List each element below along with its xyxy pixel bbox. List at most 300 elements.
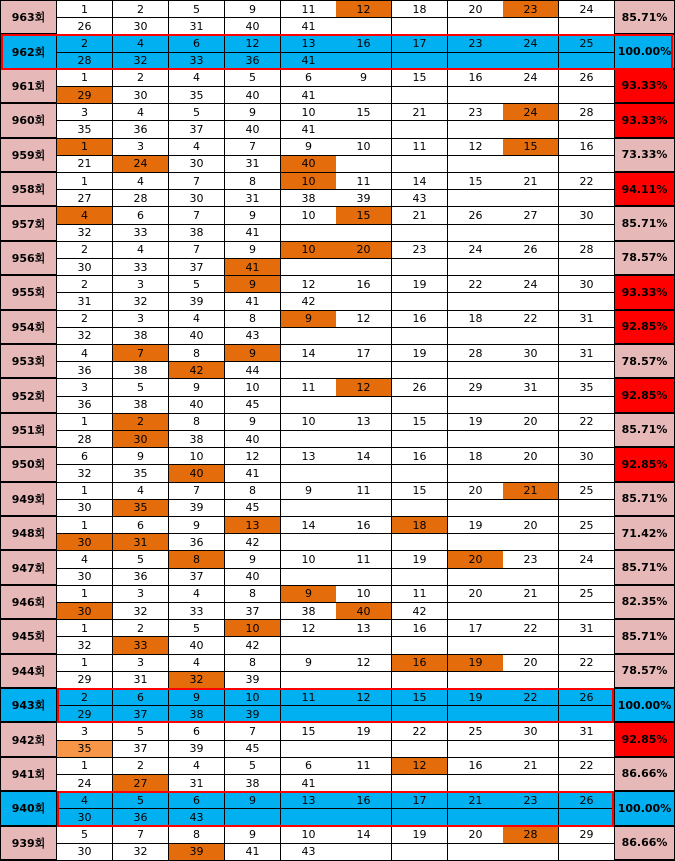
number-cell <box>559 500 614 516</box>
number-cell: 31 <box>503 379 558 395</box>
number-cell: 4 <box>113 35 168 51</box>
number-cell: 38 <box>169 706 224 722</box>
number-cell: 4 <box>113 242 168 258</box>
number-cell: 3 <box>113 311 168 327</box>
number-cell: 22 <box>503 620 558 636</box>
round-label: 946회 <box>1 586 56 618</box>
number-cell: 10 <box>169 448 224 464</box>
number-cell <box>559 259 614 275</box>
round-label: 942회 <box>1 723 56 755</box>
number-cell: 8 <box>225 483 280 499</box>
number-cell <box>448 53 503 69</box>
number-cell <box>448 190 503 206</box>
number-cell: 22 <box>559 758 614 774</box>
matched-number-cell: 12 <box>336 379 391 395</box>
number-cell: 8 <box>169 345 224 361</box>
number-cell: 31 <box>225 156 280 172</box>
match-percentage: 78.57% <box>615 345 674 377</box>
number-cell: 1 <box>57 517 112 533</box>
number-cell: 18 <box>448 311 503 327</box>
number-cell <box>392 775 447 791</box>
matched-number-cell: 9 <box>225 345 280 361</box>
round-row <box>0 173 675 206</box>
number-cell <box>336 328 391 344</box>
match-percentage: 100.00% <box>615 792 674 824</box>
round-row <box>0 827 675 860</box>
number-cell: 41 <box>281 775 336 791</box>
number-cell <box>503 18 558 34</box>
number-cell: 19 <box>392 551 447 567</box>
round-row <box>0 345 675 378</box>
round-row <box>0 70 675 103</box>
number-cell <box>448 637 503 653</box>
number-cell: 6 <box>113 207 168 223</box>
number-cell: 40 <box>225 121 280 137</box>
number-cell: 12 <box>281 276 336 292</box>
number-cell: 4 <box>169 586 224 602</box>
match-percentage: 93.33% <box>615 70 674 102</box>
number-cell: 9 <box>225 414 280 430</box>
number-cell <box>392 500 447 516</box>
number-cell: 40 <box>225 18 280 34</box>
number-cell: 21 <box>392 104 447 120</box>
number-cell <box>503 500 558 516</box>
number-cell: 38 <box>113 397 168 413</box>
number-cell: 31 <box>225 190 280 206</box>
number-cell: 13 <box>336 620 391 636</box>
match-percentage: 85.71% <box>615 414 674 446</box>
number-cell: 36 <box>57 362 112 378</box>
number-cell: 41 <box>225 844 280 860</box>
number-cell: 4 <box>169 70 224 86</box>
number-cell: 19 <box>448 517 503 533</box>
number-cell: 3 <box>113 586 168 602</box>
round-row <box>0 414 675 447</box>
number-cell: 38 <box>113 328 168 344</box>
number-cell: 35 <box>57 121 112 137</box>
number-cell <box>559 225 614 241</box>
number-cell: 15 <box>392 414 447 430</box>
number-cell: 15 <box>281 723 336 739</box>
number-cell: 8 <box>169 827 224 843</box>
number-cell: 28 <box>113 190 168 206</box>
round-row <box>0 104 675 137</box>
number-cell: 5 <box>113 723 168 739</box>
number-cell <box>392 87 447 103</box>
number-cell: 21 <box>392 207 447 223</box>
number-cell <box>559 121 614 137</box>
number-cell: 5 <box>113 792 168 808</box>
number-cell: 21 <box>503 586 558 602</box>
number-cell: 9 <box>225 207 280 223</box>
number-cell: 3 <box>113 655 168 671</box>
matched-number-cell: 35 <box>113 500 168 516</box>
number-cell: 9 <box>281 655 336 671</box>
round-row <box>0 655 675 688</box>
number-cell: 11 <box>336 173 391 189</box>
number-cell: 33 <box>169 53 224 69</box>
round-row <box>0 551 675 584</box>
number-cell: 41 <box>225 225 280 241</box>
number-cell <box>503 534 558 550</box>
number-cell <box>559 672 614 688</box>
matched-number-cell: 9 <box>281 586 336 602</box>
number-cell <box>392 259 447 275</box>
number-cell: 11 <box>281 1 336 17</box>
number-cell <box>281 672 336 688</box>
number-cell <box>503 706 558 722</box>
number-cell: 13 <box>336 414 391 430</box>
number-cell: 4 <box>57 551 112 567</box>
number-cell: 42 <box>225 534 280 550</box>
number-cell: 5 <box>169 276 224 292</box>
number-cell: 23 <box>503 551 558 567</box>
number-cell: 23 <box>448 35 503 51</box>
match-percentage: 92.85% <box>615 379 674 411</box>
number-cell: 16 <box>559 139 614 155</box>
number-cell <box>448 741 503 757</box>
number-cell: 6 <box>281 70 336 86</box>
number-cell <box>448 603 503 619</box>
matched-number-cell: 19 <box>448 655 503 671</box>
number-cell: 15 <box>336 104 391 120</box>
matched-number-cell: 10 <box>281 242 336 258</box>
number-cell: 20 <box>448 1 503 17</box>
match-percentage: 85.71% <box>615 551 674 583</box>
number-cell: 40 <box>169 637 224 653</box>
round-label: 954회 <box>1 311 56 343</box>
number-cell: 7 <box>225 723 280 739</box>
matched-number-cell: 40 <box>169 465 224 481</box>
number-cell: 4 <box>169 139 224 155</box>
number-cell <box>448 844 503 860</box>
number-cell: 30 <box>503 723 558 739</box>
number-cell <box>336 809 391 825</box>
number-cell: 14 <box>281 345 336 361</box>
number-cell: 15 <box>392 689 447 705</box>
number-cell: 5 <box>169 104 224 120</box>
number-cell <box>448 121 503 137</box>
number-cell <box>281 362 336 378</box>
number-cell: 36 <box>113 809 168 825</box>
number-cell <box>392 569 447 585</box>
matched-number-cell: 8 <box>169 551 224 567</box>
matched-number-cell: 2 <box>113 414 168 430</box>
matched-number-cell: 20 <box>336 242 391 258</box>
number-cell <box>559 569 614 585</box>
number-cell <box>448 259 503 275</box>
number-cell: 15 <box>392 70 447 86</box>
number-cell <box>281 431 336 447</box>
matched-number-cell: 15 <box>503 139 558 155</box>
number-cell: 17 <box>336 345 391 361</box>
number-cell <box>559 87 614 103</box>
number-cell: 30 <box>169 156 224 172</box>
number-cell: 16 <box>448 70 503 86</box>
number-cell <box>559 328 614 344</box>
round-label: 940회 <box>1 792 56 824</box>
number-cell: 23 <box>503 792 558 808</box>
number-cell: 26 <box>503 242 558 258</box>
number-cell <box>392 362 447 378</box>
number-cell: 14 <box>281 517 336 533</box>
number-cell: 36 <box>113 121 168 137</box>
number-cell: 40 <box>225 431 280 447</box>
match-percentage: 86.66% <box>615 827 674 859</box>
number-cell: 10 <box>336 139 391 155</box>
number-cell <box>392 156 447 172</box>
number-cell: 9 <box>225 792 280 808</box>
number-cell <box>392 672 447 688</box>
number-cell: 4 <box>57 792 112 808</box>
number-cell: 10 <box>281 551 336 567</box>
number-cell: 3 <box>57 723 112 739</box>
number-cell: 5 <box>169 620 224 636</box>
round-label: 956회 <box>1 242 56 274</box>
number-cell <box>336 672 391 688</box>
number-cell: 36 <box>113 569 168 585</box>
number-cell: 11 <box>392 586 447 602</box>
number-cell: 27 <box>503 207 558 223</box>
number-cell: 13 <box>281 792 336 808</box>
number-cell <box>392 431 447 447</box>
number-cell: 31 <box>559 311 614 327</box>
number-cell: 38 <box>281 190 336 206</box>
number-cell: 32 <box>57 328 112 344</box>
number-cell: 21 <box>503 173 558 189</box>
number-cell: 16 <box>336 276 391 292</box>
number-cell <box>336 569 391 585</box>
round-row <box>0 242 675 275</box>
number-cell: 10 <box>281 414 336 430</box>
number-cell: 39 <box>169 500 224 516</box>
number-cell: 12 <box>281 620 336 636</box>
number-cell: 20 <box>448 827 503 843</box>
number-cell: 17 <box>392 35 447 51</box>
number-cell: 22 <box>392 723 447 739</box>
number-cell <box>336 465 391 481</box>
number-cell <box>392 397 447 413</box>
matched-number-cell: 12 <box>392 758 447 774</box>
round-row <box>0 448 675 481</box>
number-cell: 26 <box>559 792 614 808</box>
number-cell: 1 <box>57 173 112 189</box>
number-cell: 37 <box>113 706 168 722</box>
number-cell: 2 <box>113 620 168 636</box>
number-cell: 7 <box>169 207 224 223</box>
number-cell: 4 <box>57 345 112 361</box>
number-cell <box>336 741 391 757</box>
number-cell: 32 <box>113 603 168 619</box>
number-cell: 6 <box>169 35 224 51</box>
number-cell: 7 <box>169 173 224 189</box>
number-cell: 5 <box>225 70 280 86</box>
number-cell: 26 <box>559 689 614 705</box>
number-cell <box>559 362 614 378</box>
number-cell <box>503 397 558 413</box>
number-cell <box>559 534 614 550</box>
number-cell: 4 <box>113 104 168 120</box>
number-cell: 8 <box>225 586 280 602</box>
matched-number-cell: 27 <box>113 775 168 791</box>
number-cell: 9 <box>225 551 280 567</box>
number-cell <box>336 18 391 34</box>
number-cell: 31 <box>559 723 614 739</box>
number-cell <box>392 844 447 860</box>
number-cell: 12 <box>336 655 391 671</box>
number-cell: 37 <box>169 121 224 137</box>
matched-number-cell: 40 <box>336 603 391 619</box>
number-cell: 45 <box>225 741 280 757</box>
matched-number-cell: 1 <box>57 139 112 155</box>
number-cell: 33 <box>113 259 168 275</box>
number-cell: 1 <box>57 620 112 636</box>
round-label: 943회 <box>1 689 56 721</box>
number-cell <box>336 637 391 653</box>
number-cell <box>281 328 336 344</box>
match-percentage: 71.42% <box>615 517 674 549</box>
matched-number-cell: 10 <box>281 173 336 189</box>
number-cell: 19 <box>336 723 391 739</box>
number-cell: 30 <box>559 207 614 223</box>
number-cell: 24 <box>448 242 503 258</box>
number-cell: 16 <box>392 448 447 464</box>
number-cell: 43 <box>225 328 280 344</box>
number-cell <box>448 706 503 722</box>
round-label: 948회 <box>1 517 56 549</box>
number-cell: 26 <box>559 70 614 86</box>
number-cell: 9 <box>336 70 391 86</box>
matched-number-cell: 28 <box>503 827 558 843</box>
number-cell: 11 <box>392 139 447 155</box>
number-cell: 35 <box>169 87 224 103</box>
number-cell: 7 <box>169 242 224 258</box>
number-cell <box>559 156 614 172</box>
matched-number-cell: 30 <box>113 431 168 447</box>
number-cell <box>336 431 391 447</box>
number-cell: 24 <box>503 70 558 86</box>
number-cell: 42 <box>281 293 336 309</box>
number-cell: 27 <box>57 190 112 206</box>
number-cell: 14 <box>392 173 447 189</box>
number-cell: 24 <box>57 775 112 791</box>
round-label: 960회 <box>1 104 56 136</box>
number-cell: 8 <box>225 655 280 671</box>
number-cell: 41 <box>225 465 280 481</box>
number-cell: 2 <box>57 311 112 327</box>
number-cell: 3 <box>113 139 168 155</box>
match-percentage: 93.33% <box>615 104 674 136</box>
number-cell <box>448 328 503 344</box>
number-cell: 6 <box>281 758 336 774</box>
matched-number-cell: 9 <box>281 311 336 327</box>
number-cell: 24 <box>559 1 614 17</box>
number-cell: 9 <box>113 448 168 464</box>
number-cell: 30 <box>559 276 614 292</box>
number-cell: 6 <box>113 517 168 533</box>
matched-number-cell: 20 <box>448 551 503 567</box>
matched-number-cell: 41 <box>225 259 280 275</box>
round-label: 947회 <box>1 551 56 583</box>
number-cell: 19 <box>448 414 503 430</box>
matched-number-cell: 33 <box>113 637 168 653</box>
number-cell: 37 <box>225 603 280 619</box>
matched-number-cell: 9 <box>225 276 280 292</box>
number-cell: 20 <box>503 448 558 464</box>
number-cell <box>392 225 447 241</box>
number-cell <box>448 87 503 103</box>
matched-number-cell: 30 <box>57 603 112 619</box>
number-cell: 40 <box>169 328 224 344</box>
number-cell <box>559 465 614 481</box>
matched-number-cell: 24 <box>503 104 558 120</box>
number-cell: 28 <box>559 242 614 258</box>
number-cell <box>392 18 447 34</box>
number-cell: 36 <box>57 397 112 413</box>
number-cell <box>448 500 503 516</box>
number-cell <box>503 741 558 757</box>
number-cell: 20 <box>503 414 558 430</box>
number-cell <box>448 465 503 481</box>
number-cell: 37 <box>113 741 168 757</box>
number-cell <box>448 18 503 34</box>
match-percentage: 82.35% <box>615 586 674 618</box>
number-cell: 4 <box>113 483 168 499</box>
number-cell: 31 <box>559 620 614 636</box>
number-cell <box>336 397 391 413</box>
number-cell <box>559 706 614 722</box>
number-cell: 17 <box>392 792 447 808</box>
number-cell: 26 <box>448 207 503 223</box>
number-cell <box>503 259 558 275</box>
number-cell <box>392 637 447 653</box>
number-cell: 10 <box>225 379 280 395</box>
number-cell: 25 <box>559 35 614 51</box>
number-cell <box>503 431 558 447</box>
number-cell: 12 <box>225 448 280 464</box>
number-cell: 30 <box>113 87 168 103</box>
matched-number-cell: 24 <box>113 156 168 172</box>
number-cell: 30 <box>113 18 168 34</box>
number-cell <box>281 741 336 757</box>
matched-number-cell: 31 <box>113 534 168 550</box>
number-cell: 11 <box>281 379 336 395</box>
match-percentage: 86.66% <box>615 758 674 790</box>
number-cell: 40 <box>225 569 280 585</box>
round-label: 963회 <box>1 1 56 33</box>
number-cell <box>503 225 558 241</box>
number-cell: 29 <box>559 827 614 843</box>
round-label: 957회 <box>1 207 56 239</box>
number-cell: 5 <box>113 379 168 395</box>
number-cell <box>559 293 614 309</box>
number-cell: 35 <box>113 465 168 481</box>
number-cell <box>336 156 391 172</box>
number-cell: 10 <box>225 689 280 705</box>
matched-number-cell: 21 <box>503 483 558 499</box>
match-percentage: 78.57% <box>615 655 674 687</box>
number-cell <box>503 637 558 653</box>
number-cell: 8 <box>169 414 224 430</box>
number-cell: 29 <box>57 672 112 688</box>
round-label: 941회 <box>1 758 56 790</box>
number-cell <box>225 809 280 825</box>
number-cell: 28 <box>57 53 112 69</box>
number-cell <box>448 534 503 550</box>
number-cell <box>559 397 614 413</box>
number-cell: 6 <box>57 448 112 464</box>
matched-number-cell: 16 <box>392 655 447 671</box>
